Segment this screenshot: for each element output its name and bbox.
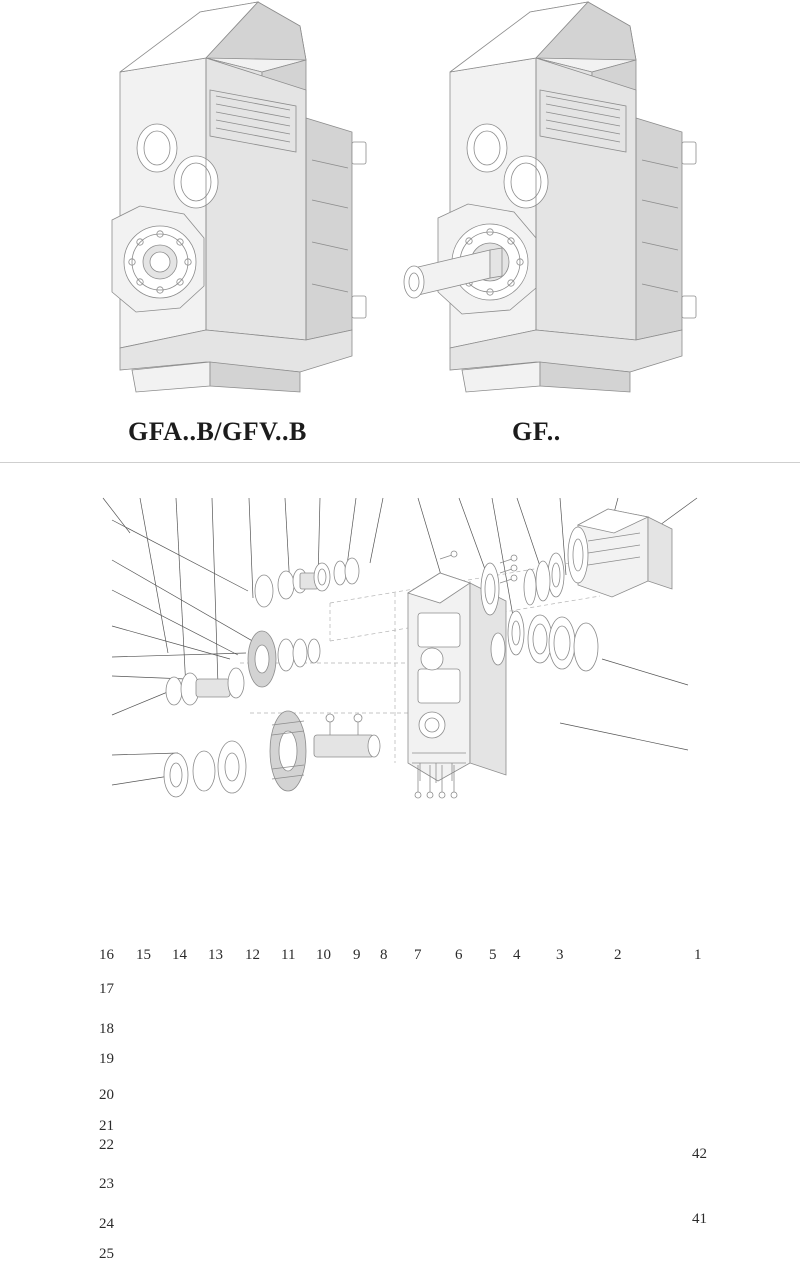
shaft-cluster-middle — [166, 631, 320, 705]
callout-13: 13 — [208, 947, 223, 963]
callout-5: 5 — [489, 947, 497, 963]
callout-42: 42 — [692, 1146, 707, 1162]
callout-3: 3 — [556, 947, 564, 963]
callout-11: 11 — [281, 947, 296, 963]
callout-2: 2 — [614, 947, 622, 963]
caption-gf: GF.. — [512, 417, 561, 446]
callout-1: 1 — [694, 947, 702, 963]
callout-19: 19 — [99, 1051, 114, 1067]
gearbox-illustrations — [0, 0, 800, 460]
callout-16: 16 — [99, 947, 114, 963]
callout-23: 23 — [99, 1176, 114, 1192]
gearbox-right — [404, 2, 696, 392]
callout-22: 22 — [99, 1137, 114, 1153]
motor-adapter — [568, 509, 672, 597]
shaft-cluster-lower — [164, 711, 380, 797]
callout-7: 7 — [414, 947, 422, 963]
callout-24: 24 — [99, 1216, 114, 1232]
callout-20: 20 — [99, 1087, 114, 1103]
exploded-line-art — [0, 463, 800, 800]
callout-17: 17 — [99, 981, 114, 997]
callout-41: 41 — [692, 1211, 707, 1227]
callout-18: 18 — [99, 1021, 114, 1037]
callout-9: 9 — [353, 947, 361, 963]
callout-8: 8 — [380, 947, 388, 963]
leader-lines-right — [560, 659, 688, 750]
callout-12: 12 — [245, 947, 260, 963]
callout-15: 15 — [136, 947, 151, 963]
callout-4: 4 — [513, 947, 521, 963]
exploded-assembly-diagram — [0, 463, 800, 1262]
caption-gfa-gfv: GFA..B/GFV..B — [128, 417, 307, 446]
gearbox-left — [112, 2, 366, 392]
callout-10: 10 — [316, 947, 331, 963]
callout-21: 21 — [99, 1118, 114, 1134]
gearbox-line-art — [0, 0, 800, 460]
callout-14: 14 — [172, 947, 187, 963]
callout-25: 25 — [99, 1246, 114, 1262]
callout-6: 6 — [455, 947, 463, 963]
shaft-cluster-upper — [255, 558, 359, 607]
